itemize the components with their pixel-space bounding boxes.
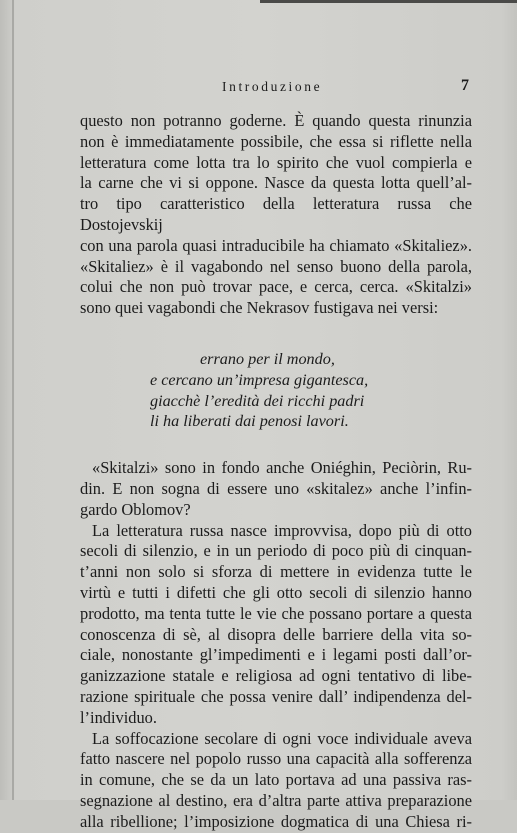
paragraph-2	[80, 458, 472, 520]
text-line: virtù e tutti i difetti che gli otto secoli di silenzio hanno	[80, 582, 472, 602]
page-gutter-shadow	[12, 0, 14, 800]
text-line: con una parola quasi intraducibile ha chiamato «Skitaliez».	[80, 235, 472, 255]
text-line: conoscenza di sè, al disopra delle barriere della vita so-	[80, 624, 472, 644]
verse-line: errano per il mondo,	[200, 349, 335, 368]
text-line: La soffocazione secolare di ogni voce individuale aveva	[92, 728, 472, 748]
text-line: la carne che vi si oppone. Nasce da questa lotta quell’al-	[80, 173, 472, 193]
text-line: t’anni non solo si sforza di mettere in evidenza tutte le	[80, 562, 472, 582]
text-line: din. E non sogna di essere uno «skitalez» anche l’infin-	[80, 478, 472, 498]
text-line: secoli di silenzio, e in un periodo di poco più di cinquan-	[80, 541, 472, 561]
page-top-edge	[260, 0, 517, 3]
text-line: non è immediatamente possibile, che essa si riflette nella	[80, 131, 472, 151]
paragraph-1	[80, 111, 472, 319]
verse-line: li ha liberati dai penosi lavori.	[150, 412, 349, 431]
verse-line: e cercano un’impresa gigantesca,	[150, 370, 369, 389]
text-line: fatto nascere nel popolo russo una capacità alla sofferenza	[80, 749, 472, 769]
text-line: in comune, che se da un lato portava ad una passiva ras-	[80, 770, 472, 790]
text-line: tro tipo caratteristico della letteratura russa che Dostojevskij	[80, 194, 472, 234]
paragraph-4	[80, 729, 472, 833]
verse-quote	[150, 349, 472, 432]
body-text	[80, 111, 472, 833]
text-line: alla ribellione; l’imposizione dogmatica di una Chiesa ri-	[80, 811, 472, 831]
text-line: «Skitalzi» sono in fondo anche Oniéghin, Peciòrin, Ru-	[92, 458, 472, 478]
text-line: «Skitaliez» è il vagabondo nel senso buono della parola,	[80, 256, 472, 276]
text-line: ciale, nonostante gl’impedimenti e i legami posti dall’or-	[80, 645, 472, 665]
text-line: l’individuo.	[80, 707, 157, 727]
text-line: La letteratura russa nasce improvvisa, dopo più di otto	[92, 520, 472, 540]
text-line: questo non potranno goderne. È quando questa rinunzia	[80, 111, 472, 130]
text-line: razione spirituale che possa venire dall’ indipendenza del-	[80, 686, 472, 706]
verse-line: giacchè l’eredità dei ricchi padri	[150, 391, 365, 410]
text-line: sono quei vagabondi che Nekrasov fustigava nei versi:	[80, 298, 439, 318]
text-line: segnazione al destino, era d’altra parte attiva preparazione	[80, 790, 472, 810]
paragraph-3	[80, 521, 472, 729]
text-line: gardo Oblomov?	[80, 499, 191, 519]
text-line: prodotto, ma tenta tutte le vie che possano portare a questa	[80, 603, 472, 623]
running-head: Introduzione	[222, 79, 323, 94]
text-line: ganizzazione statale e religiosa ad ogni tentativo di libe-	[80, 666, 472, 686]
text-line: colui che non può trovar pace, e cerca, cerca. «Skitalzi»	[80, 277, 472, 297]
text-line: letteratura come lotta tra lo spirito che vuol compierla e	[80, 152, 472, 172]
page-number: 7	[461, 77, 469, 94]
